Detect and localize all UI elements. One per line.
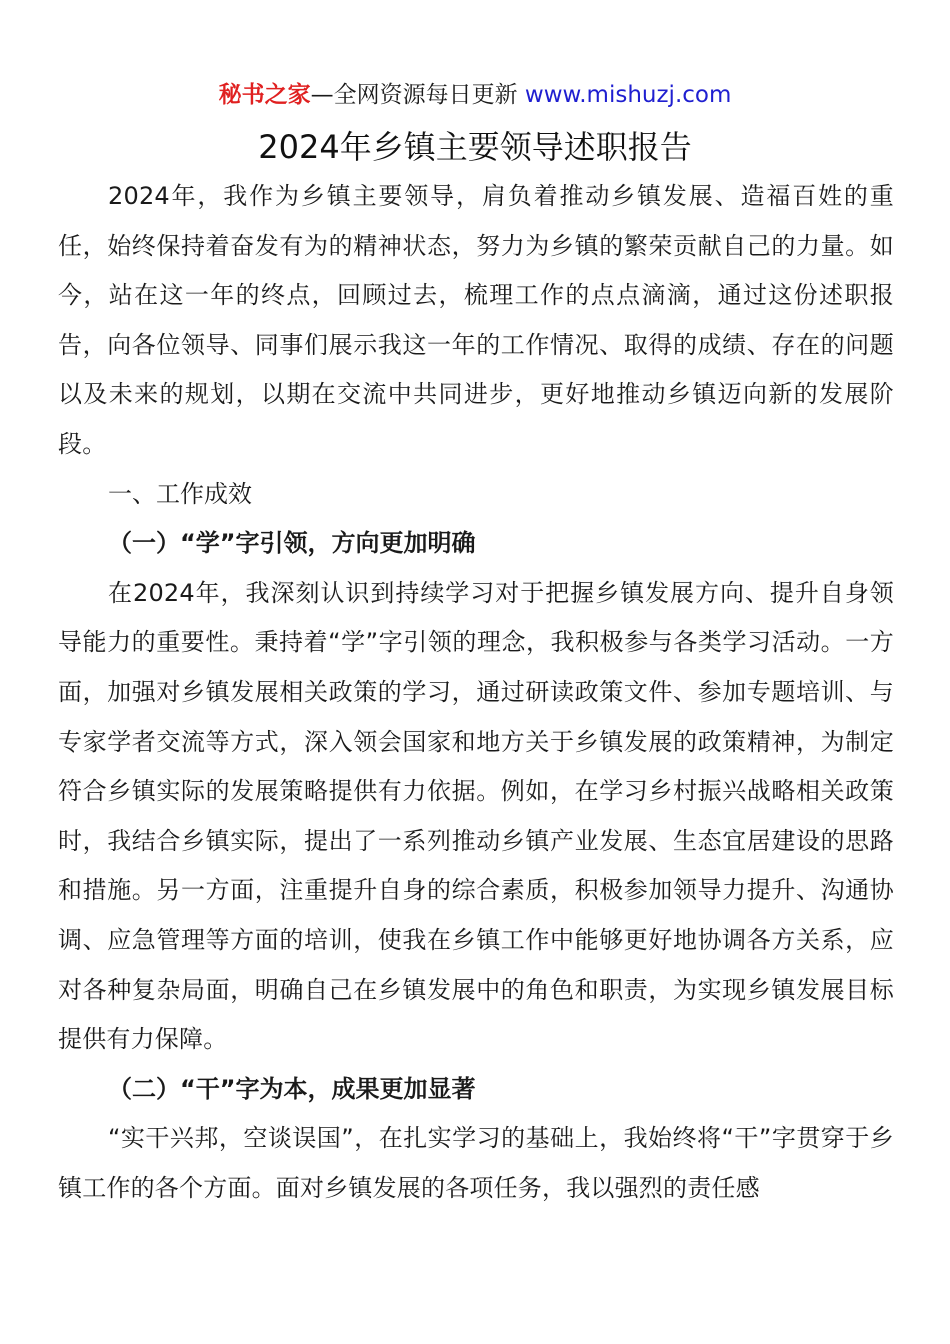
site-url-link[interactable]: www.mishuzj.com [524,82,732,108]
brand-name: 秘书之家 [218,82,311,108]
site-header [0,80,950,110]
document-body [58,172,894,1213]
subsection-heading-action: （二）“干”字为本，成果更加显著 [108,1074,476,1103]
document-title: 2024年乡镇主要领导述职报告 [258,128,692,166]
subsection-heading-study: （一）“学”字引领，方向更加明确 [108,529,476,558]
action-paragraph: “实干兴邦，空谈误国”，在扎实学习的基础上，我始终将“干”字贯穿于乡镇工作的各个方面。面对乡镇发展的各项任务，我以强烈的责任感 [58,1124,894,1202]
study-paragraph: 在2024年，我深刻认识到持续学习对于把握乡镇发展方向、提升自身领导能力的重要性。秉持着“学”字引领的理念，我积极参与各类学习活动。一方面，加强对乡镇发展相关政策的学习，通过研读政策文件、参加专题培训、与专家学者交流等方式，深入领会国家和地方关于乡镇发展的政策精神，为制定符合乡镇实际的发展策略提供有力依据。例如，在学习乡村振兴战略相关政策时，我结合乡镇实际，提出了一系列推动乡镇产业发展、生态宜居建设的思路和措施。另一方面，注重提升自身的综合素质，积极参加领导力提升、沟通协调、应急管理等方面的培训，使我在乡镇工作中能够更好地协调各方关系，应对各种复杂局面，明确自己在乡镇发展中的角色和职责，为实现乡镇发展目标提供有力保障。 [58,578,894,1054]
intro-paragraph: 2024年，我作为乡镇主要领导，肩负着推动乡镇发展、造福百姓的重任，始终保持着奋发有为的精神状态，努力为乡镇的繁荣贡献自己的力量。如今，站在这一年的终点，回顾过去，梳理工作的点点滴滴，通过这份述职报告，向各位领导、同事们展示我这一年的工作情况、取得的成绩、存在的问题以及未来的规划，以期在交流中共同进步，更好地推动乡镇迈向新的发展阶段。 [58,182,894,458]
section-heading-achievements: 一、工作成效 [108,479,252,508]
header-tagline: —全网资源每日更新 [310,82,525,108]
